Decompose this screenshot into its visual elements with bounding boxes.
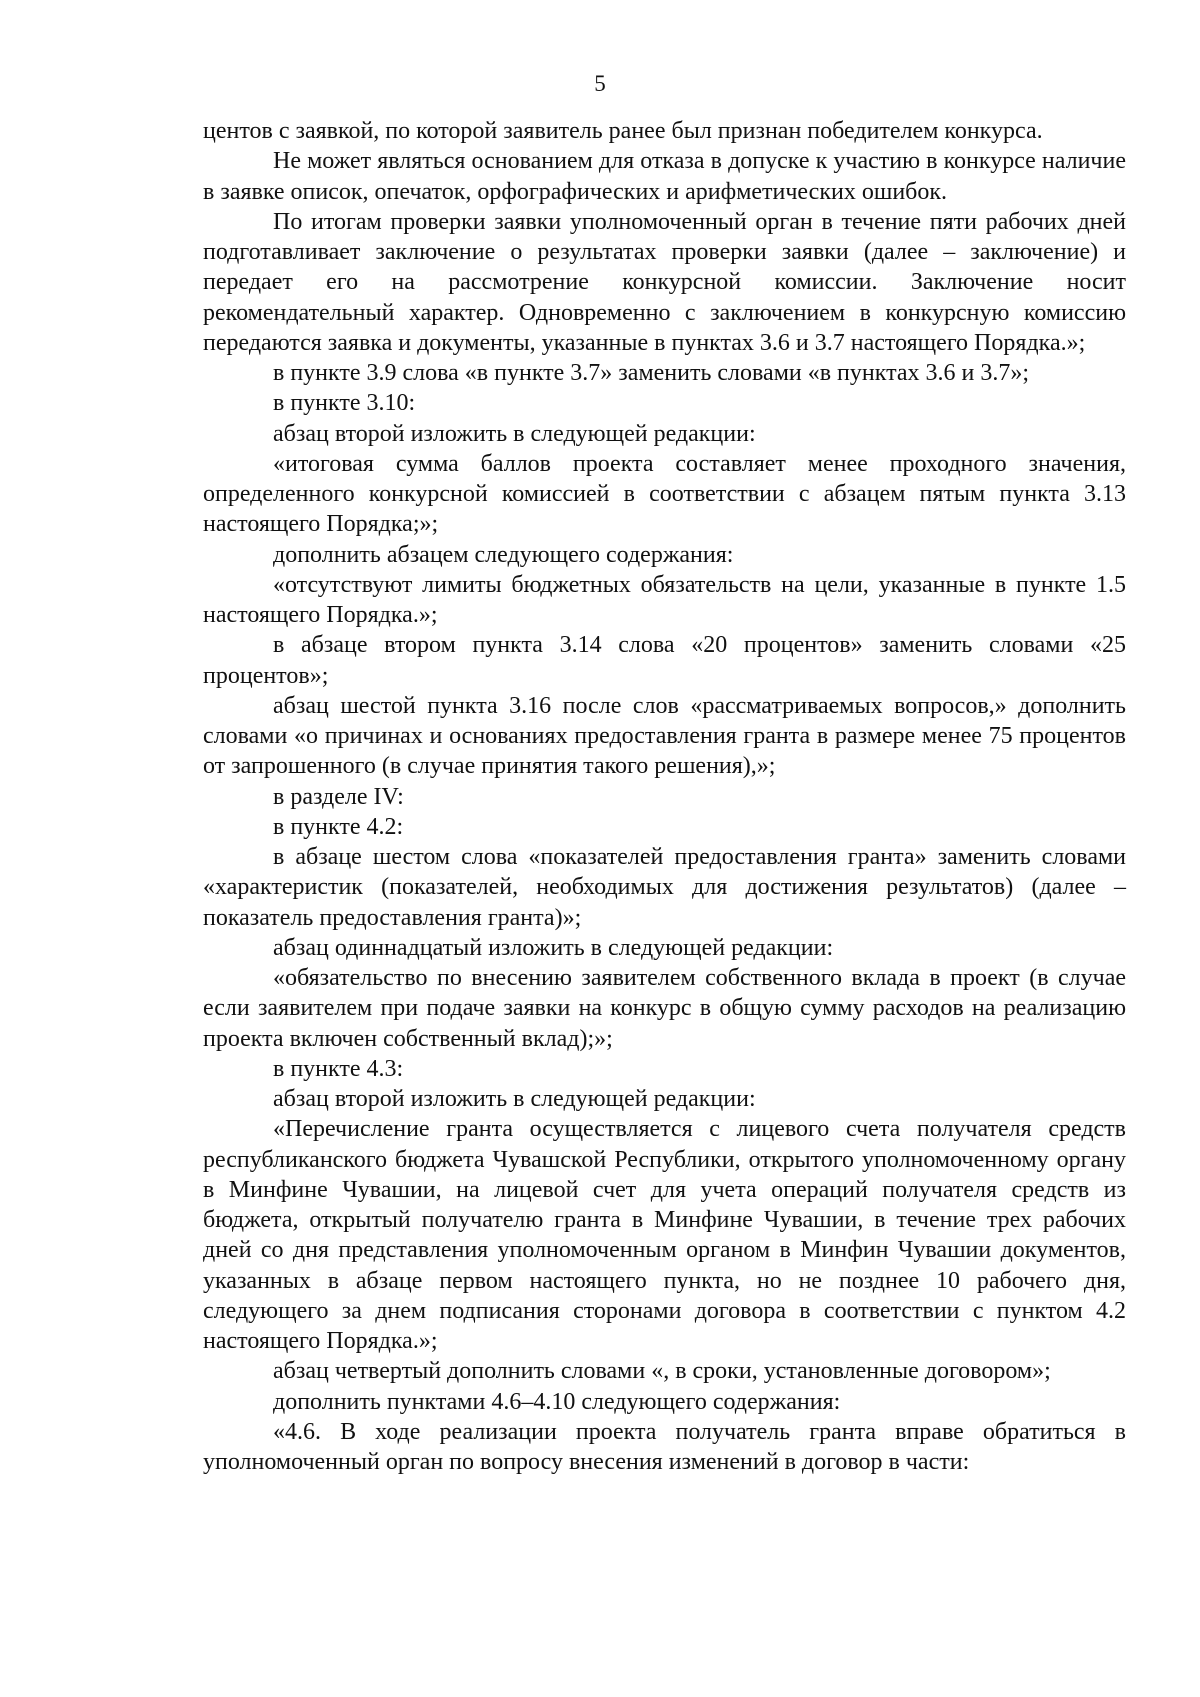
- document-body: [203, 116, 1126, 1477]
- paragraph-continuation: центов с заявкой, по которой заявитель ранее был признан победителем конкурса.: [203, 118, 1043, 144]
- paragraph: в абзаце шестом слова «показателей предоставления гранта» заменить словами «характеристик (показателей, необходимых для достижения результатов) (далее – показатель предоставления гранта)»;: [203, 844, 1126, 931]
- paragraph: в пункте 3.10:: [273, 390, 416, 417]
- paragraph: в абзаце втором пункта 3.14 слова «20 процентов» заменить словами «25 процентов»;: [203, 632, 1126, 689]
- paragraph: «4.6. В ходе реализации проекта получатель гранта вправе обратиться в уполномоченный орган по вопросу внесения изменений в договор в части:: [203, 1418, 1126, 1475]
- paragraph: абзац шестой пункта 3.16 после слов «рассматриваемых вопросов,» дополнить словами «о причинах и основаниях предоставления гранта в размере менее 75 процентов от запрошенного (в случае принятия такого решения),»;: [203, 692, 1126, 780]
- paragraph: абзац одиннадцатый изложить в следующей редакции:: [273, 934, 834, 961]
- paragraph: Не может являться основанием для отказа в допуске к участию в конкурсе наличие в заявке описок, опечаток, орфографических и арифметических ошибок.: [203, 148, 1126, 205]
- paragraph: дополнить пунктами 4.6–4.10 следующего содержания:: [273, 1388, 841, 1415]
- paragraph: абзац четвертый дополнить словами «, в сроки, установленные договором»;: [273, 1358, 1051, 1385]
- paragraph: в пункте 3.9 слова «в пункте 3.7» заменить словами «в пунктах 3.6 и 3.7»;: [273, 360, 1030, 386]
- page-number: 5: [594, 71, 606, 96]
- paragraph: в пункте 4.3:: [273, 1055, 404, 1082]
- paragraph: абзац второй изложить в следующей редакции:: [273, 1086, 756, 1112]
- paragraph: абзац второй изложить в следующей редакции:: [273, 420, 756, 447]
- paragraph: в разделе IV:: [273, 783, 404, 810]
- paragraph: в пункте 4.2:: [273, 813, 404, 840]
- paragraph: «обязательство по внесению заявителем собственного вклада в проект (в случае если заявителем при подаче заявки на конкурс в общую сумму расходов на реализацию проекта включен собственный вклад);»;: [203, 965, 1126, 1052]
- paragraph: дополнить абзацем следующего содержания:: [273, 541, 734, 568]
- paragraph: «Перечисление гранта осуществляется с лицевого счета получателя средств республиканского бюджета Чувашской Республики, открытого уполномоченному органу в Минфине Чувашии, на лицевой счет для учета операций получателя средств из бюджета, открытый получателю гранта в Минфине Чувашии, в течение трех рабочих дней со дня представления уполномоченным органом в Минфин Чувашии документов, указанных в абзаце первом настоящего пункта, но не позднее 10 рабочего дня, следующего за днем подписания сторонами договора в соответствии с пунктом 4.2 настоящего Порядка.»;: [203, 1116, 1126, 1354]
- paragraph: По итогам проверки заявки уполномоченный орган в течение пяти рабочих дней подготавливает заключение о результатах проверки заявки (далее – заключение) и передает его на рассмотрение конкурсной комиссии. Заключение носит рекомендательный характер. Одновременно с заключением в конкурсную комиссию передаются заявка и документы, указанные в пунктах 3.6 и 3.7 настоящего Порядка.»;: [203, 208, 1126, 356]
- paragraph: «отсутствуют лимиты бюджетных обязательств на цели, указанные в пункте 1.5 настоящего Порядка.»;: [203, 571, 1126, 628]
- paragraph: «итоговая сумма баллов проекта составляет менее проходного значения, определенного конкурсной комиссией в соответствии с абзацем пятым пункта 3.13 настоящего Порядка;»;: [203, 450, 1126, 538]
